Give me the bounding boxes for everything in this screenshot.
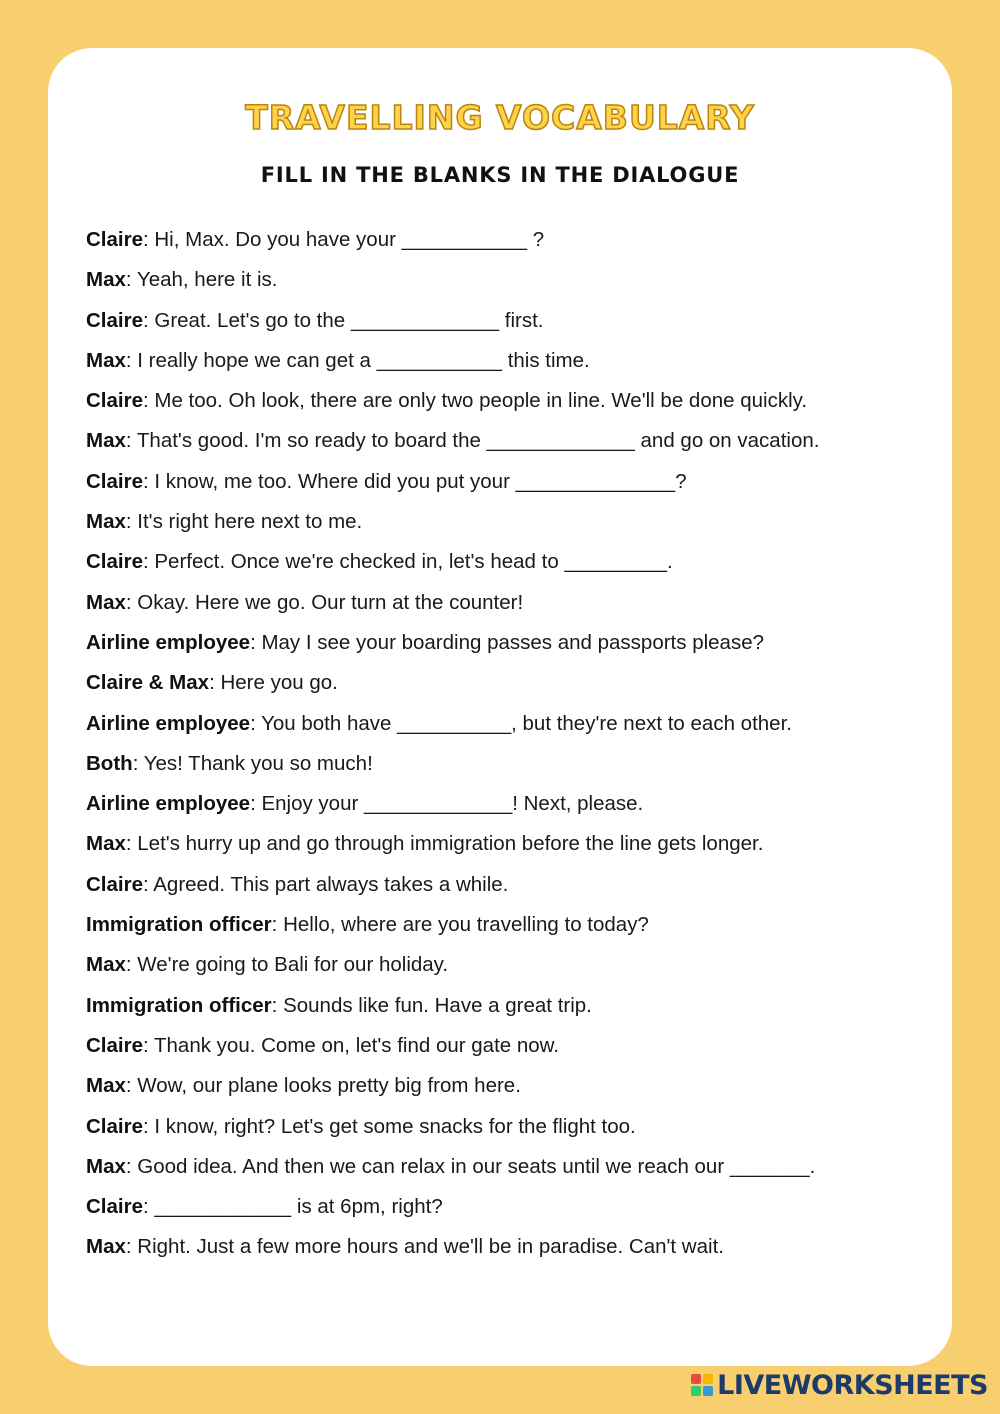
speaker-name: Immigration officer [86, 993, 272, 1017]
speaker-name: Immigration officer [86, 913, 272, 937]
speaker-name: Airline employee [86, 711, 251, 735]
speaker-name: Claire [86, 1114, 143, 1138]
speaker-name: Max [86, 429, 126, 453]
line-text: : I know, right? Let's get some snacks for the flight too. [142, 1114, 636, 1138]
logo-square-red [691, 1374, 701, 1384]
dialogue-line [86, 625, 926, 665]
speaker-name: Claire [86, 308, 143, 332]
speaker-name: Claire [86, 550, 143, 574]
dialogue-line [86, 1189, 926, 1229]
speaker-name: Claire [86, 389, 143, 413]
speaker-name: Max [86, 1235, 126, 1259]
line-text: : Hi, Max. Do you have your ___________ ? [142, 228, 545, 251]
dialogue-line [86, 423, 926, 463]
brand-name: LIVEWORKSHEETS [717, 1369, 988, 1401]
speaker-name: Claire [86, 1195, 143, 1219]
dialogue-line [86, 544, 926, 584]
dialogue-line [86, 746, 926, 786]
dialogue-line [86, 665, 926, 705]
worksheet-title: TRAVELLING VOCABULARY [245, 98, 755, 137]
dialogue-line [86, 1149, 926, 1189]
line-text: : Thank you. Come on, let's find our gate now. [142, 1033, 560, 1057]
line-text: : Yeah, here it is. [125, 268, 278, 292]
dialogue-line [86, 826, 926, 866]
dialogue-line [86, 988, 926, 1028]
dialogue-line [86, 383, 926, 423]
line-text: : Right. Just a few more hours and we'll be in paradise. Can't wait. [125, 1235, 724, 1259]
line-text: : We're going to Bali for our holiday. [125, 953, 449, 977]
speaker-name: Max [86, 590, 126, 614]
dialogue-line [86, 1229, 926, 1269]
speaker-name: Claire [86, 469, 143, 493]
speaker-name: Max [86, 348, 126, 372]
speaker-name: Max [86, 1154, 126, 1178]
dialogue-line [86, 867, 926, 907]
line-text: : I really hope we can get a ___________ this time. [125, 348, 590, 372]
speaker-name: Max [86, 268, 126, 292]
dialogue-line [86, 504, 926, 544]
speaker-name: Both [86, 751, 133, 775]
speaker-name: Claire [86, 872, 143, 896]
dialogue-line [86, 1028, 926, 1068]
dialogue-line [86, 1068, 926, 1108]
line-text: : Great. Let's go to the _____________ first. [142, 308, 544, 332]
line-text: : You both have __________, but they're next to each other. [250, 711, 792, 735]
line-text: : Let's hurry up and go through immigration before the line gets longer. [125, 832, 764, 856]
dialogue-line [86, 1109, 926, 1149]
speaker-name: Airline employee [86, 792, 251, 816]
logo-square-blue [703, 1386, 713, 1396]
dialogue-line [86, 303, 926, 343]
dialogue-line [86, 907, 926, 947]
dialogue-line [86, 706, 926, 746]
dialogue-line [86, 222, 926, 262]
logo-icon [691, 1374, 713, 1396]
line-text: : Agreed. This part always takes a while. [142, 872, 509, 896]
dialogue-line [86, 585, 926, 625]
speaker-name: Max [86, 953, 126, 977]
liveworksheets-logo[interactable] [691, 1368, 988, 1402]
dialogue-line [86, 464, 926, 504]
line-text: : Enjoy your _____________! Next, please. [250, 792, 644, 816]
dialogue-list [86, 222, 926, 1270]
line-text: : Yes! Thank you so much! [132, 751, 373, 775]
logo-square-yellow [703, 1374, 713, 1384]
dialogue-line [86, 343, 926, 383]
line-text: : It's right here next to me. [125, 510, 363, 534]
speaker-name: Claire [86, 228, 143, 251]
line-text: : Okay. Here we go. Our turn at the counter! [125, 590, 524, 614]
line-text: : Perfect. Once we're checked in, let's head to _________. [142, 550, 673, 574]
line-text: : Good idea. And then we can relax in our seats until we reach our _______. [125, 1154, 816, 1178]
worksheet-subtitle: FILL IN THE BLANKS IN THE DIALOGUE [260, 163, 740, 187]
logo-square-green [691, 1386, 701, 1396]
speaker-name: Max [86, 510, 126, 534]
line-text: : Hello, where are you travelling to today? [271, 913, 649, 937]
dialogue-line [86, 262, 926, 302]
line-text: : I know, me too. Where did you put your ______________? [142, 469, 687, 493]
line-text: : ____________ is at 6pm, right? [142, 1195, 443, 1219]
line-text: : Me too. Oh look, there are only two people in line. We'll be done quickly. [142, 389, 808, 413]
line-text: : Here you go. [209, 671, 338, 695]
speaker-name: Airline employee [86, 630, 251, 654]
dialogue-line [86, 786, 926, 826]
line-text: : May I see your boarding passes and passports please? [250, 630, 765, 654]
speaker-name: Max [86, 1074, 126, 1098]
speaker-name: Max [86, 832, 126, 856]
line-text: : Sounds like fun. Have a great trip. [271, 993, 592, 1017]
line-text: : That's good. I'm so ready to board the _____________ and go on vacation. [125, 429, 820, 453]
speaker-name: Claire & Max [86, 671, 210, 695]
dialogue-line [86, 947, 926, 987]
speaker-name: Claire [86, 1033, 143, 1057]
line-text: : Wow, our plane looks pretty big from here. [125, 1074, 521, 1098]
